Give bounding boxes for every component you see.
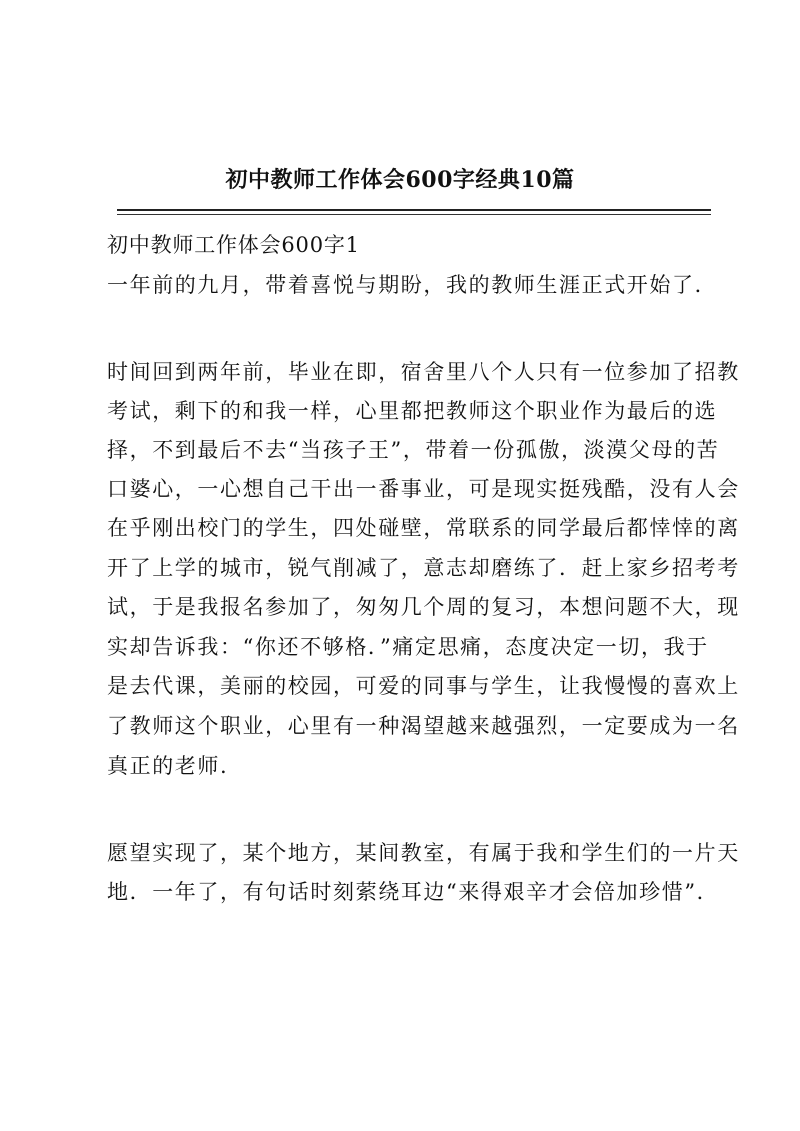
paragraph-2-line: 是去代课，美丽的校园，可爱的同事与学生，让我慢慢的喜欢上: [107, 674, 740, 698]
paragraph-2-line: 实却告诉我：“你还不够格．”痛定思痛，态度决定一切，我于: [107, 635, 709, 659]
paragraph-2-line: 在乎刚出校门的学生，四处碰壁，常联系的同学最后都悻悻的离: [107, 516, 740, 540]
paragraph-2-line: 真正的老师.: [107, 754, 229, 778]
paragraph-1-line: 一年前的九月，带着喜悦与期盼，我的教师生涯正式开始了．: [107, 273, 718, 297]
paragraph-2-line: 开了上学的城市，锐气削减了，意志却磨练了．赶上家乡招考考: [107, 556, 740, 580]
section-heading: 初中教师工作体会600字1: [107, 233, 360, 257]
paragraph-3-line: 愿望实现了，某个地方，某间教室，有属于我和学生们的一片天: [107, 841, 740, 865]
document-title: 初中教师工作体会600字经典10篇: [225, 167, 575, 193]
title-divider-thick: [117, 209, 711, 211]
paragraph-2-line: 择，不到最后不去“当孩子王”，带着一份孤傲，淡漠父母的苦: [107, 438, 720, 462]
paragraph-2-line: 试，于是我报名参加了，匆匆几个周的复习，本想问题不大，现: [107, 595, 740, 619]
title-divider-thin: [117, 214, 711, 215]
paragraph-3-line: 地．一年了，有句话时刻萦绕耳边“来得艰辛才会倍加珍惜”．: [107, 880, 720, 904]
paragraph-2-line: 时间回到两年前，毕业在即，宿舍里八个人只有一位参加了招教: [107, 360, 740, 384]
paragraph-2-line: 了教师这个职业，心里有一种渴望越来越强烈，一定要成为一名: [107, 714, 740, 738]
paragraph-2-line: 口婆心，一心想自己干出一番事业，可是现实挺残酷，没有人会: [107, 477, 740, 501]
paragraph-2-line: 考试，剩下的和我一样，心里都把教师这个职业作为最后的选: [107, 399, 718, 423]
